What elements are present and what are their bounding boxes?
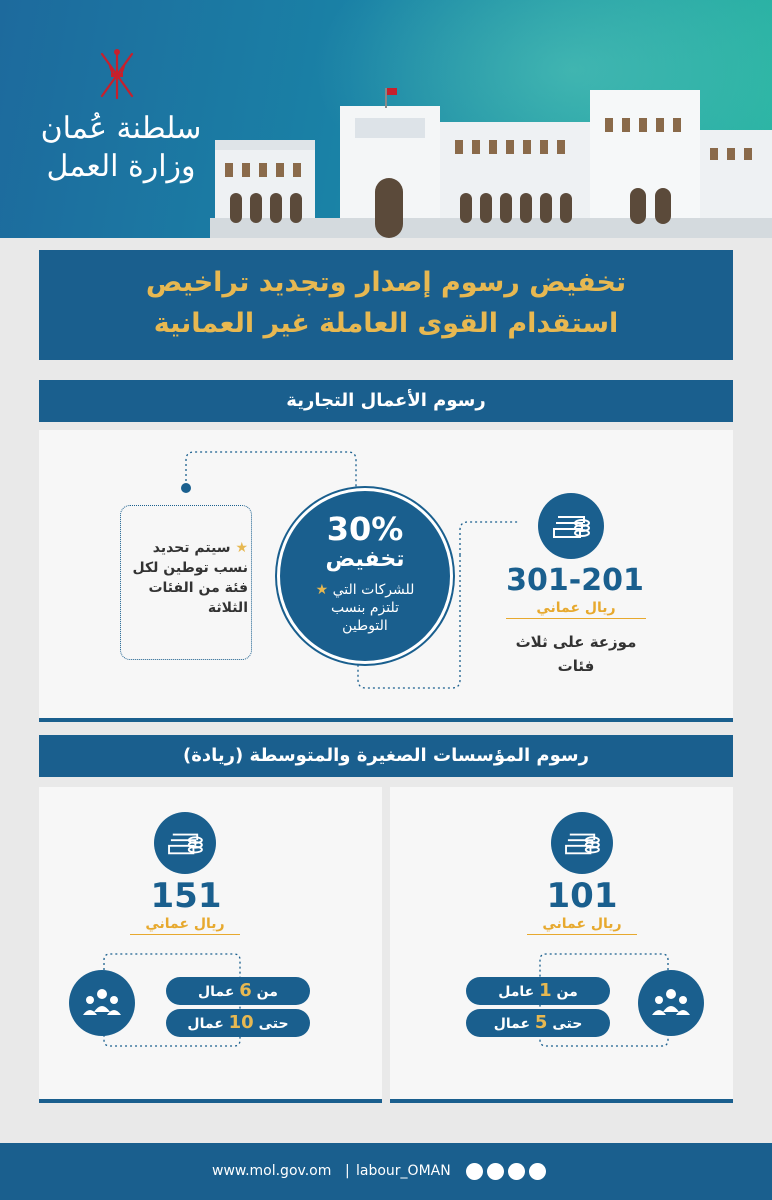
footer-separator: | — [345, 1163, 350, 1179]
discount-circle — [277, 488, 453, 664]
to-label: حتى — [552, 1016, 583, 1032]
fee-distribution: موزعة على ثلاث فئات — [515, 633, 637, 675]
website-link[interactable]: www.mol.gov.om — [212, 1163, 332, 1179]
money-stack-svg — [154, 812, 216, 874]
to-unit: عمال — [493, 1016, 531, 1032]
commercial-heading: رسوم الأعمال التجارية — [39, 380, 733, 422]
sme-left-to-pill — [166, 1009, 310, 1037]
from-number: 1 — [539, 980, 552, 1001]
group-people-svg — [638, 970, 704, 1036]
money-stack-icon — [154, 812, 216, 874]
title-line1: تخفيض رسوم إصدار وتجديد تراخيص — [145, 267, 627, 298]
sme-right-currency: ريال عماني — [527, 916, 637, 935]
title-line2: استقدام القوى العاملة غير العمانية — [153, 308, 619, 339]
to-number: 5 — [534, 1012, 548, 1033]
ministry-logo-text — [36, 110, 206, 186]
facebook-icon[interactable] — [508, 1163, 525, 1180]
group-people-svg — [69, 970, 135, 1036]
sme-right-to-pill — [466, 1009, 610, 1037]
star-icon: ★ — [235, 540, 248, 556]
from-label: من — [256, 984, 278, 1000]
discount-label: تخفيض — [325, 547, 405, 572]
sme-right-from-pill — [466, 977, 610, 1005]
fee-range-currency: ريال عماني — [506, 600, 646, 619]
sme-right-fee: 101 — [546, 876, 618, 916]
ministry-building-icon — [210, 78, 772, 238]
youtube-icon[interactable] — [529, 1163, 546, 1180]
page-title — [39, 250, 733, 360]
star-icon: ★ — [315, 582, 329, 598]
group-people-icon — [69, 970, 135, 1036]
ministry-line1: سلطنة عُمان — [40, 111, 202, 146]
sme-left-fee: 151 — [150, 876, 222, 916]
discount-percent: 30% — [326, 510, 404, 548]
money-stack-icon — [538, 493, 604, 559]
discount-note — [280, 581, 450, 635]
footer — [0, 1143, 772, 1200]
to-number: 10 — [228, 1012, 254, 1033]
money-stack-icon — [551, 812, 613, 874]
from-unit: عامل — [498, 984, 535, 1000]
to-unit: عمال — [187, 1016, 224, 1032]
sme-left-currency: ريال عماني — [130, 916, 240, 935]
sme-left-from-pill — [166, 977, 310, 1005]
side-note-text: سيتم تحديد نسب توطين لكل فئة من الفئات الثلاثة — [132, 540, 248, 616]
side-note — [126, 538, 248, 618]
social-handle[interactable]: labour_OMAN — [356, 1163, 451, 1179]
instagram-icon[interactable] — [487, 1163, 504, 1180]
from-number: 6 — [239, 980, 252, 1001]
twitter-icon[interactable] — [466, 1163, 483, 1180]
fee-range: 301-201 — [506, 563, 644, 598]
to-label: حتى — [258, 1016, 289, 1032]
oman-emblem-icon — [94, 46, 140, 104]
money-stack-svg — [551, 812, 613, 874]
money-stack-svg — [538, 493, 604, 559]
header-banner — [0, 0, 772, 238]
from-unit: عمال — [198, 984, 235, 1000]
group-people-icon — [638, 970, 704, 1036]
ministry-line2: وزارة العمل — [46, 149, 196, 184]
from-label: من — [556, 984, 578, 1000]
sme-heading: رسوم المؤسسات الصغيرة والمتوسطة (ريادة) — [39, 735, 733, 777]
discount-note-text: للشركات التي تلتزم بنسب التوطين — [331, 582, 415, 634]
